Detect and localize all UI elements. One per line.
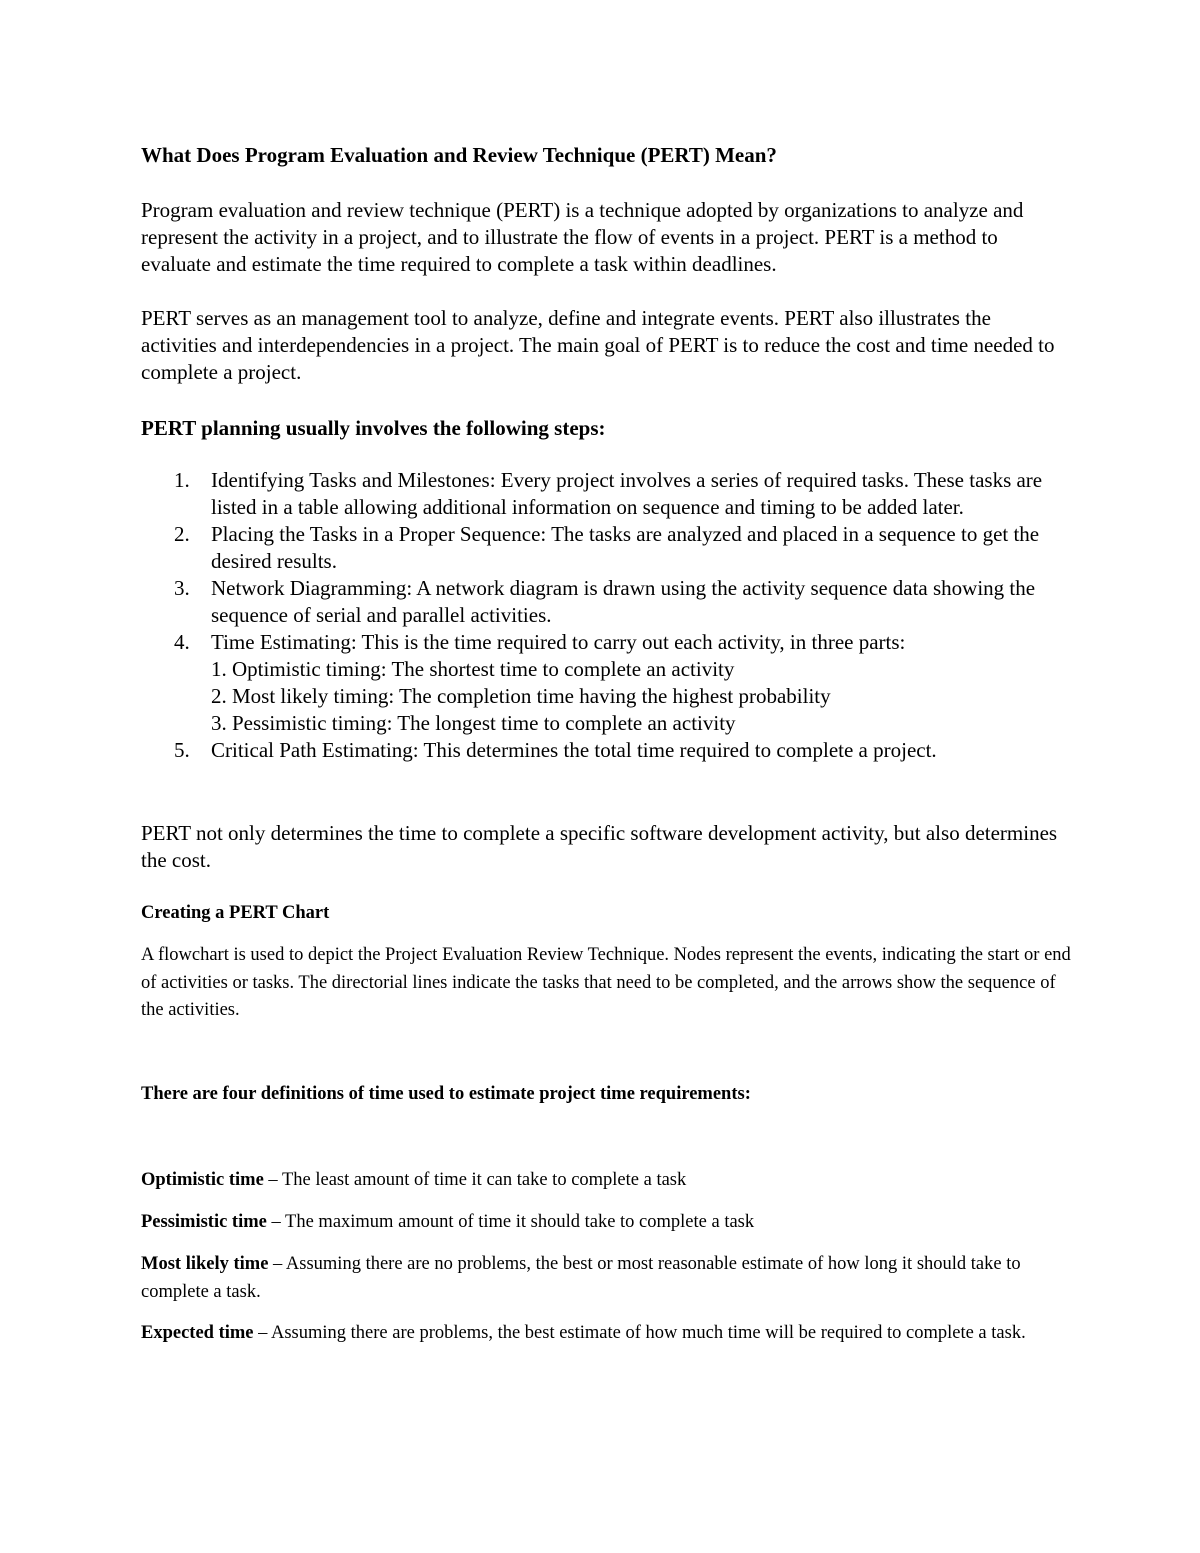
definition-text: – The least amount of time it can take to complete a task (263, 1170, 687, 1190)
steps-heading: PERT planning usually involves the following steps: (141, 416, 606, 440)
list-item-number: 4. (174, 630, 190, 654)
definition-term: Most likely time (141, 1254, 269, 1274)
list-item-text: Critical Path Estimating: This determines the total time required to complete a project. (211, 738, 937, 762)
definition-item (141, 1251, 1071, 1306)
definition-item (141, 1209, 1071, 1237)
sub-list-item: 1. Optimistic timing: The shortest time to complete an activity (211, 657, 735, 681)
cost-paragraph: PERT not only determines the time to complete a specific software development activity, but also determines the cost. (141, 821, 1058, 872)
list-item-number: 3. (174, 576, 190, 600)
intro-paragraph-1: Program evaluation and review technique (PERT) is a technique adopted by organizations to analyze and represent the activity in a project, and to illustrate the flow of events in a project. PERT is a method to evaluate and estimate the time required to complete a task within deadlines. (141, 198, 1024, 276)
chart-heading: Creating a PERT Chart (141, 903, 330, 923)
intro-paragraph-2: PERT serves as an management tool to analyze, define and integrate events. PERT also illustrates the activities and interdependencies in a project. The main goal of PERT is to reduce the cost and time needed to complete a project. (141, 306, 1055, 384)
list-item-text: Placing the Tasks in a Proper Sequence: The tasks are analyzed and placed in a sequence to get the desired results. (211, 522, 1040, 573)
list-item-number: 2. (174, 522, 190, 546)
definition-term: Optimistic time (141, 1170, 264, 1190)
definition-text: – Assuming there are no problems, the best or most reasonable estimate of how long it should take to complete a task. (141, 1254, 1021, 1302)
definition-term: Expected time (141, 1323, 254, 1343)
list-item (141, 575, 1071, 629)
definitions-heading: There are four definitions of time used to estimate project time requirements: (141, 1084, 751, 1104)
sub-list-item: 3. Pessimistic timing: The longest time to complete an activity (211, 711, 736, 735)
definition-term: Pessimistic time (141, 1212, 267, 1232)
list-item-text: Network Diagramming: A network diagram is drawn using the activity sequence data showing the sequence of serial and parallel activities. (211, 576, 1036, 627)
definition-text: – The maximum amount of time it should take to complete a task (266, 1212, 755, 1232)
list-item-text: Identifying Tasks and Milestones: Every project involves a series of required tasks. These tasks are listed in a table allowing additional information on sequence and timing to be added later. (211, 468, 1043, 519)
sub-list-item: 2. Most likely timing: The completion time having the highest probability (211, 684, 831, 708)
chart-paragraph: A flowchart is used to depict the Project Evaluation Review Technique. Nodes represent the events, indicating the start or end of activities or tasks. The directorial lines indicate the tasks that need to be completed, and the arrows show the sequence of the activities. (141, 945, 1071, 1020)
list-item (141, 467, 1071, 521)
list-item (141, 521, 1071, 575)
list-item-text: Time Estimating: This is the time required to carry out each activity, in three parts: (211, 630, 906, 654)
list-item-number: 1. (174, 468, 190, 492)
definition-item (141, 1320, 1071, 1348)
list-item-number: 5. (174, 738, 190, 762)
list-item (141, 737, 1071, 764)
list-item (141, 629, 1071, 656)
document-title: What Does Program Evaluation and Review Technique (PERT) Mean? (141, 143, 777, 167)
definition-text: – Assuming there are problems, the best estimate of how much time will be required to complete a task. (253, 1323, 1026, 1343)
steps-list (141, 467, 1071, 764)
definition-item (141, 1167, 1071, 1195)
